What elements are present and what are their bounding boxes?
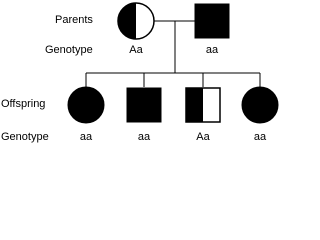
parent-female-carrier: [118, 3, 154, 39]
offspring-1-female-affected: [68, 87, 104, 123]
label-genotype-parents: Genotype: [45, 44, 93, 56]
label-offspring: Offspring: [1, 98, 46, 110]
parent-2-genotype: aa: [205, 44, 219, 56]
parent-1-genotype: Aa: [129, 44, 143, 56]
label-parents: Parents: [55, 14, 93, 26]
offspring-4-female-affected: [242, 87, 278, 123]
label-genotype-offspring: Genotype: [1, 131, 49, 143]
offspring-3-genotype: Aa: [196, 131, 210, 143]
offspring-2-male-affected: [127, 88, 161, 122]
offspring-2-genotype: aa: [137, 131, 151, 143]
parent-male-affected: [195, 4, 229, 38]
offspring-4-genotype: aa: [253, 131, 267, 143]
offspring-1-genotype: aa: [79, 131, 93, 143]
offspring-3-male-carrier: [186, 88, 220, 122]
